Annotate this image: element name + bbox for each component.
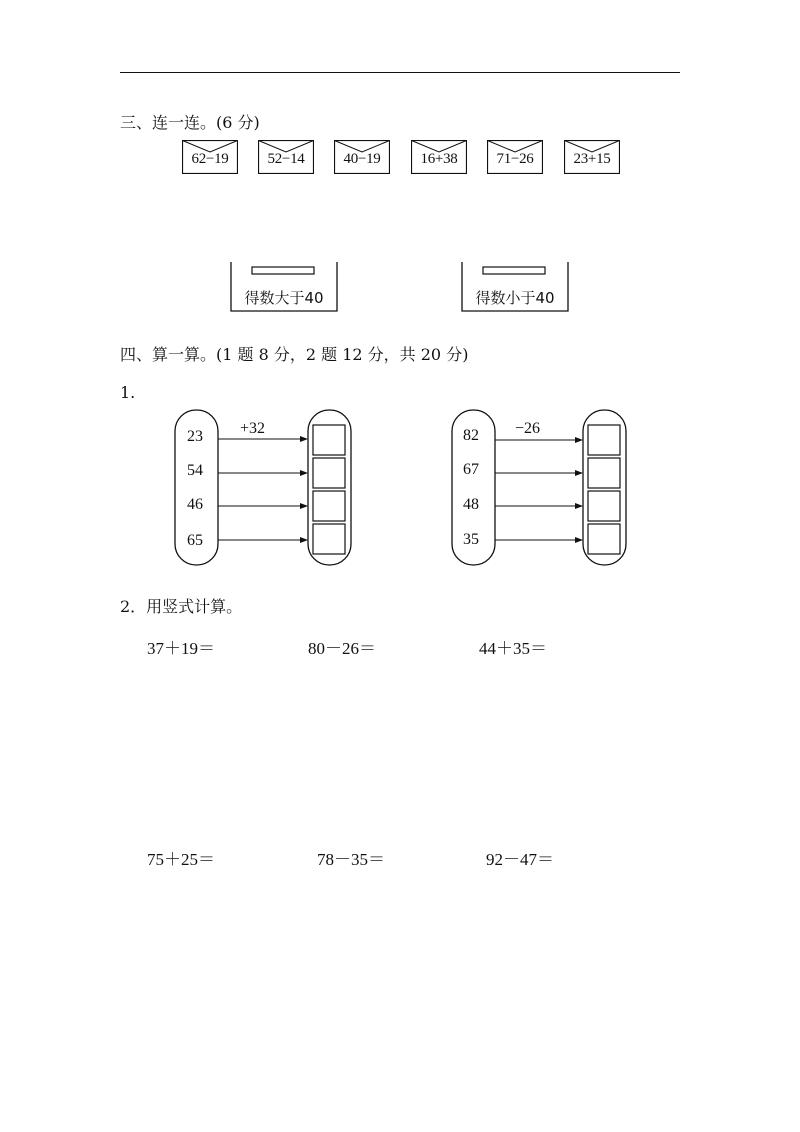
mailbox-label: 得数小于40	[475, 289, 555, 307]
envelope-expression: 71−26	[496, 151, 534, 167]
envelope-expression: 16+38	[420, 151, 458, 167]
envelope[interactable]	[182, 140, 238, 174]
vertical-calc-problem: 75＋25＝	[147, 850, 215, 869]
vertical-calc-problem: 80－26＝	[308, 639, 376, 658]
vertical-calc-problem: 37＋19＝	[147, 639, 215, 658]
envelope[interactable]	[411, 140, 467, 174]
input-number: 82	[463, 427, 479, 444]
envelope[interactable]	[258, 140, 314, 174]
input-number: 35	[463, 531, 479, 548]
envelope[interactable]	[487, 140, 543, 174]
operator-label: −26	[515, 420, 541, 437]
section3-title: 三、连一连。(6 分)	[120, 113, 260, 132]
operator-label: +32	[240, 420, 266, 437]
question1-label: 1.	[120, 383, 136, 402]
calc-machine-subtract	[451, 408, 631, 568]
vertical-calc-problem: 92－47＝	[486, 850, 554, 869]
top-rule	[120, 72, 680, 73]
input-number: 67	[463, 461, 479, 478]
mailbox-label: 得数大于40	[244, 289, 324, 307]
vertical-calc-problem: 78－35＝	[317, 850, 385, 869]
envelope-expression: 23+15	[573, 151, 611, 167]
envelope-expression: 52−14	[267, 151, 305, 167]
envelope-expression: 40−19	[343, 151, 381, 167]
envelope[interactable]	[564, 140, 620, 174]
input-number: 46	[187, 496, 203, 513]
input-number: 23	[187, 428, 203, 445]
input-number: 54	[187, 462, 203, 479]
vertical-calc-problem: 44＋35＝	[479, 639, 547, 658]
section4-title: 四、算一算。(1 题 8 分，2 题 12 分，共 20 分)	[120, 345, 469, 364]
input-number: 65	[187, 532, 203, 549]
question2-label: 2．用竖式计算。	[120, 597, 243, 616]
input-number: 48	[463, 496, 479, 513]
calc-machine-add	[174, 408, 354, 568]
envelope[interactable]	[334, 140, 390, 174]
envelope-expression: 62−19	[191, 151, 229, 167]
mailbox-greater[interactable]	[230, 262, 338, 312]
mailbox-less[interactable]	[461, 262, 569, 312]
